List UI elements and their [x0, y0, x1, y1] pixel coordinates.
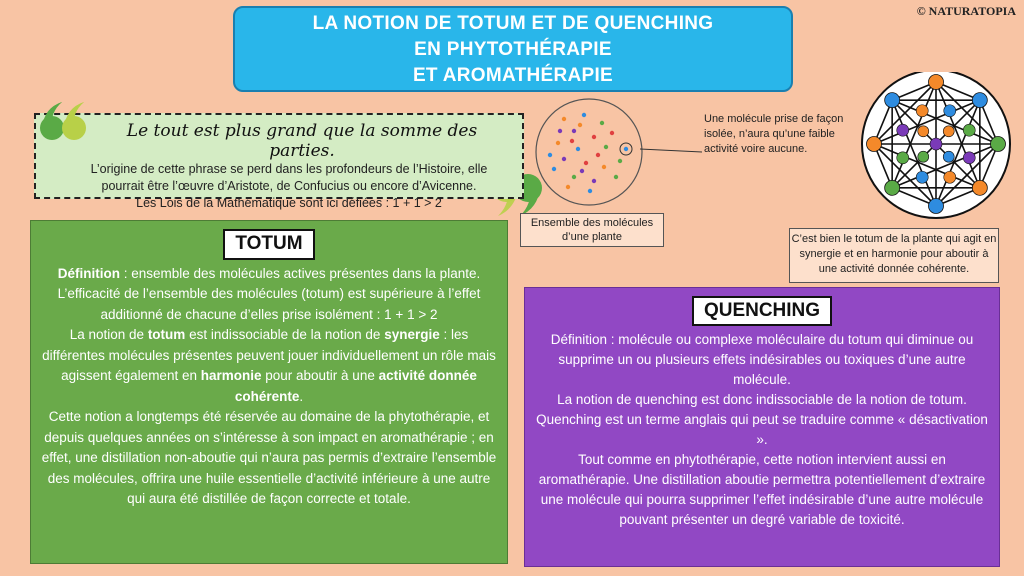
- quenching-aromatherapy: Tout comme en phytothérapie, cette notion intervient aussi en aromathérapie. Une distillation aboutie permettra potentiellement d’extraire une molécule qui pourra supprimer l’effet indésirable d’une autre molécule pouvant présenter un degré variable de toxicité.: [538, 452, 986, 527]
- ensemble-label: Ensemble des molécules d’une plante: [520, 213, 664, 247]
- molecule-dot: [602, 165, 606, 169]
- quenching-heading: QUENCHING: [692, 296, 832, 326]
- molecule-dot: [580, 169, 584, 173]
- pointer-line: [640, 140, 710, 160]
- molecule-dot: [570, 139, 574, 143]
- molecule-dot: [604, 145, 608, 149]
- quote-line-2: pourrait être l’œuvre d’Aristote, de Confucius ou encore d’Avicenne.: [101, 179, 477, 193]
- quote-box: [34, 113, 524, 210]
- molecule-dot: [562, 117, 566, 121]
- network-node: [943, 151, 954, 162]
- network-node: [944, 105, 956, 117]
- network-node: [963, 124, 975, 136]
- molecule-dot: [566, 185, 570, 189]
- title-banner: [233, 6, 793, 92]
- molecule-dot: [600, 121, 604, 125]
- quote-line-3: Les Lois de la Mathématique sont ici défiées : 1 + 1 > 2: [136, 196, 442, 210]
- text-span: pour aboutir à une: [261, 368, 379, 383]
- network-node: [963, 152, 975, 164]
- bold-totum: totum: [147, 327, 186, 342]
- molecule-dot: [618, 159, 622, 163]
- network-node: [972, 93, 987, 108]
- molecule-dot: [592, 179, 596, 183]
- totum-efficacy: L’efficacité de l’ensemble des molécules (totum) est supérieure à l’effet additionné de chacune d’elles prise isolément : 1 + 1 > 2: [57, 286, 481, 322]
- molecule-network-diagram: [850, 72, 1024, 222]
- open-quote-overlay-icon: [36, 98, 92, 158]
- molecule-dot: [582, 113, 586, 117]
- totum-definition: [37, 264, 501, 285]
- text-span: La notion de: [69, 327, 148, 342]
- network-node: [929, 75, 944, 90]
- network-node: [918, 126, 929, 137]
- quenching-notion: La notion de quenching est donc indissociable de la notion de totum. Quenching est un terme anglais qui peut se traduire comme « désactivation ».: [536, 392, 988, 447]
- molecule-dot: [578, 123, 582, 127]
- title-line-1: LA NOTION DE TOTUM ET DE QUENCHING: [312, 13, 714, 34]
- network-node: [916, 105, 928, 117]
- copyright-text: © NATURATOPIA: [916, 4, 1016, 18]
- network-node: [867, 137, 882, 152]
- molecule-dot: [552, 167, 556, 171]
- text-span: .: [299, 388, 304, 404]
- quote-headline: Le tout est plus grand que la somme des parties.: [126, 121, 478, 161]
- network-node: [885, 93, 900, 108]
- molecule-dot: [592, 135, 596, 139]
- title-line-2: EN PHYTOTHÉRAPIE: [414, 39, 612, 60]
- molecule-dot: [584, 161, 588, 165]
- network-node: [943, 126, 954, 137]
- isolated-molecule-note: Une molécule prise de façon isolée, n’aura qu’une faible activité voire aucune.: [704, 113, 844, 155]
- bold-synergie: synergie: [384, 327, 440, 342]
- network-node: [944, 171, 956, 183]
- molecule-dot: [588, 189, 592, 193]
- title-line-3: ET AROMATHÉRAPIE: [412, 65, 614, 86]
- definition-label: Définition: [57, 265, 121, 281]
- totum-synergy: [37, 325, 501, 407]
- totum-panel: [30, 220, 508, 564]
- network-node: [897, 124, 909, 136]
- totum-synergy-note: C’est bien le totum de la plante qui agit en synergie et en harmonie pour aboutir à une activité donnée cohérente.: [789, 228, 999, 283]
- network-node: [897, 152, 909, 164]
- network-node: [991, 137, 1006, 152]
- molecule-dot: [614, 175, 618, 179]
- text-span: : les différentes molécules présentes peuvent jouer individuellement un rôle mais agissent également en: [42, 327, 496, 383]
- molecule-dot: [562, 157, 566, 161]
- molecule-dot: [548, 153, 552, 157]
- molecule-dot: [610, 131, 614, 135]
- totum-history: Cette notion a longtemps été réservée au domaine de la phytothérapie, et depuis quelques années on s’intéresse à son impact en aromathérapie ; en effet, une distillation non-aboutie qui n’aura pas permis d’extraire l’ensemble des molécules, offrira une huile essentielle d’activité inférieure à une autre qui aura été distillée de façon correcte et totale.: [41, 409, 497, 506]
- molecule-dot: [596, 153, 600, 157]
- network-node: [916, 171, 928, 183]
- molecule-dot: [556, 141, 560, 145]
- quote-line-1: L’origine de cette phrase se perd dans les profondeurs de l’Histoire, elle: [90, 162, 488, 176]
- molecule-dot: [576, 147, 580, 151]
- molecule-dot: [558, 129, 562, 133]
- network-node: [972, 180, 987, 195]
- bold-activite: activité donnée cohérente: [234, 368, 477, 404]
- bold-harmonie: harmonie: [200, 368, 262, 383]
- network-node: [918, 151, 929, 162]
- totum-heading: TOTUM: [223, 229, 314, 260]
- molecule-dot: [572, 129, 576, 133]
- definition-text: : ensemble des molécules actives présentes dans la plante.: [120, 265, 481, 281]
- text-span: est indissociable de la notion de: [185, 327, 385, 342]
- network-node: [929, 199, 944, 214]
- network-node: [885, 180, 900, 195]
- quenching-panel: [524, 287, 1000, 567]
- quenching-definition: Définition : molécule ou complexe moléculaire du totum qui diminue ou supprime un ou plusieurs effets indésirables ou toxiques d’une autre molécule.: [550, 332, 974, 387]
- network-center-node: [930, 138, 942, 150]
- molecule-dot: [572, 175, 576, 179]
- molecules-circle-diagram: [534, 97, 644, 207]
